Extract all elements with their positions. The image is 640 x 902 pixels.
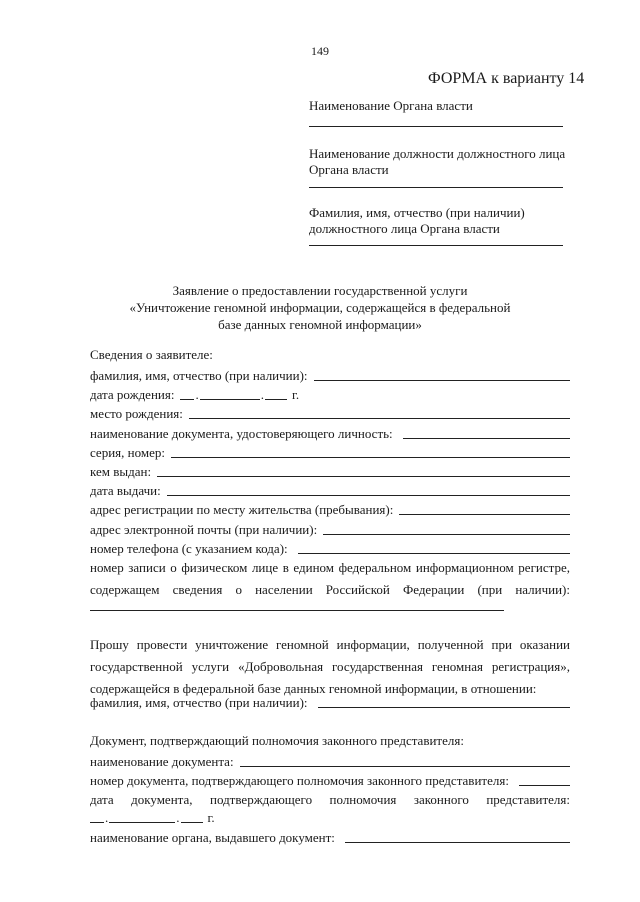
applicant-issue-date-field[interactable] [167,495,570,496]
request-line: государственной услуги «Добровольная государственная геномная регистрация», [90,659,570,674]
header-block-official-name [309,205,569,237]
official-position-field[interactable] [309,187,563,188]
header-block-label: Наименование должности должностного лица Органа власти [309,146,566,177]
doc-day-field[interactable] [90,822,104,823]
representative-doc-number-row [90,771,570,789]
request-line: Прошу провести уничтожение геномной информации, полученной при оказании [90,637,570,652]
applicant-birth-place-row [90,404,570,422]
applicant-id-doc-field[interactable] [403,438,570,439]
header-block-label: Фамилия, имя, отчество (при наличии) должностного лица Органа власти [309,205,525,236]
field-label: адрес регистрации по месту жительства (пребывания): [90,502,394,517]
applicant-record-line: номер записи о физическом лице в едином федеральном информационном регистре, [90,560,570,575]
field-label: фамилия, имя, отчество (при наличии): [90,368,308,383]
applicant-issued-by-row [90,462,570,480]
applicant-birth-date-row [90,385,299,403]
year-suffix: г. [207,810,215,825]
field-label: наименование документа, удостоверяющего личность: [90,426,393,441]
applicant-email-field[interactable] [323,534,570,535]
doc-year-field[interactable] [181,822,203,823]
applicant-reg-address-field[interactable] [399,514,570,515]
applicant-heading: Сведения о заявителе: [90,347,213,362]
form-title-line: «Уничтожение геномной информации, содержащейся в федеральной [129,300,511,315]
representative-doc-date-row [90,808,215,826]
authority-name-field[interactable] [309,126,563,127]
date-separator: . [195,387,199,402]
applicant-series-number-row [90,443,570,461]
date-separator: . [105,810,109,825]
field-label: кем выдан: [90,464,152,479]
birth-day-field[interactable] [180,399,194,400]
field-label: наименование органа, выдавшего документ: [90,830,335,845]
representative-doc-number-field[interactable] [519,785,570,786]
applicant-phone-field[interactable] [298,553,570,554]
applicant-issued-by-field[interactable] [157,476,570,477]
request-line: содержащейся в федеральной базе данных геномной информации, в отношении: [90,681,537,696]
field-label: наименование документа: [90,754,234,769]
field-label: адрес электронной почты (при наличии): [90,522,318,537]
representative-heading: Документ, подтверждающий полномочия законного представителя: [90,733,464,748]
applicant-issue-date-row [90,481,570,499]
representative-issuer-row [90,828,570,846]
request-paragraph [90,634,570,700]
date-separator: . [260,387,264,402]
form-title [0,282,640,333]
date-separator: . [176,810,180,825]
representative-doc-name-row [90,752,570,770]
applicant-email-row [90,520,570,538]
year-suffix: г. [291,387,300,402]
representative-issuer-field[interactable] [345,842,570,843]
header-block-label: Наименование Органа власти [309,98,473,113]
applicant-full-name-field[interactable] [314,380,570,381]
field-label: номер телефона (с указанием кода): [90,541,288,556]
applicant-record-line: содержащем сведения о населении Российской Федерации (при наличии): [90,582,570,597]
applicant-record-field[interactable] [90,610,504,611]
applicant-id-doc-row [90,424,570,442]
applicant-series-number-field[interactable] [171,457,570,458]
representative-doc-name-field[interactable] [240,766,570,767]
field-label: место рождения: [90,406,183,421]
header-block-authority [309,98,569,114]
birth-month-field[interactable] [200,399,260,400]
request-full-name-field[interactable] [318,707,570,708]
birth-year-field[interactable] [265,399,287,400]
field-label: серия, номер: [90,445,165,460]
doc-month-field[interactable] [109,822,175,823]
form-title-line: Заявление о предоставлении государственной услуги [172,283,468,298]
applicant-birth-place-field[interactable] [189,418,570,419]
field-label: дата выдачи: [90,483,161,498]
applicant-phone-row [90,539,570,557]
form-label: ФОРМА к варианту 14 [428,70,585,87]
request-full-name-row [90,693,570,711]
applicant-reg-address-row [90,500,570,518]
field-label: дата рождения: [90,387,175,402]
official-name-field[interactable] [309,245,563,246]
field-label: фамилия, имя, отчество (при наличии): [90,695,308,710]
form-title-line: базе данных геномной информации» [218,317,422,332]
header-block-position [309,146,569,178]
representative-doc-date-label: дата документа, подтверждающего полномочия законного представителя: [90,792,570,807]
page-number: 149 [311,44,329,58]
applicant-full-name-row [90,366,570,384]
field-label: номер документа, подтверждающего полномочия законного представителя: [90,773,509,788]
